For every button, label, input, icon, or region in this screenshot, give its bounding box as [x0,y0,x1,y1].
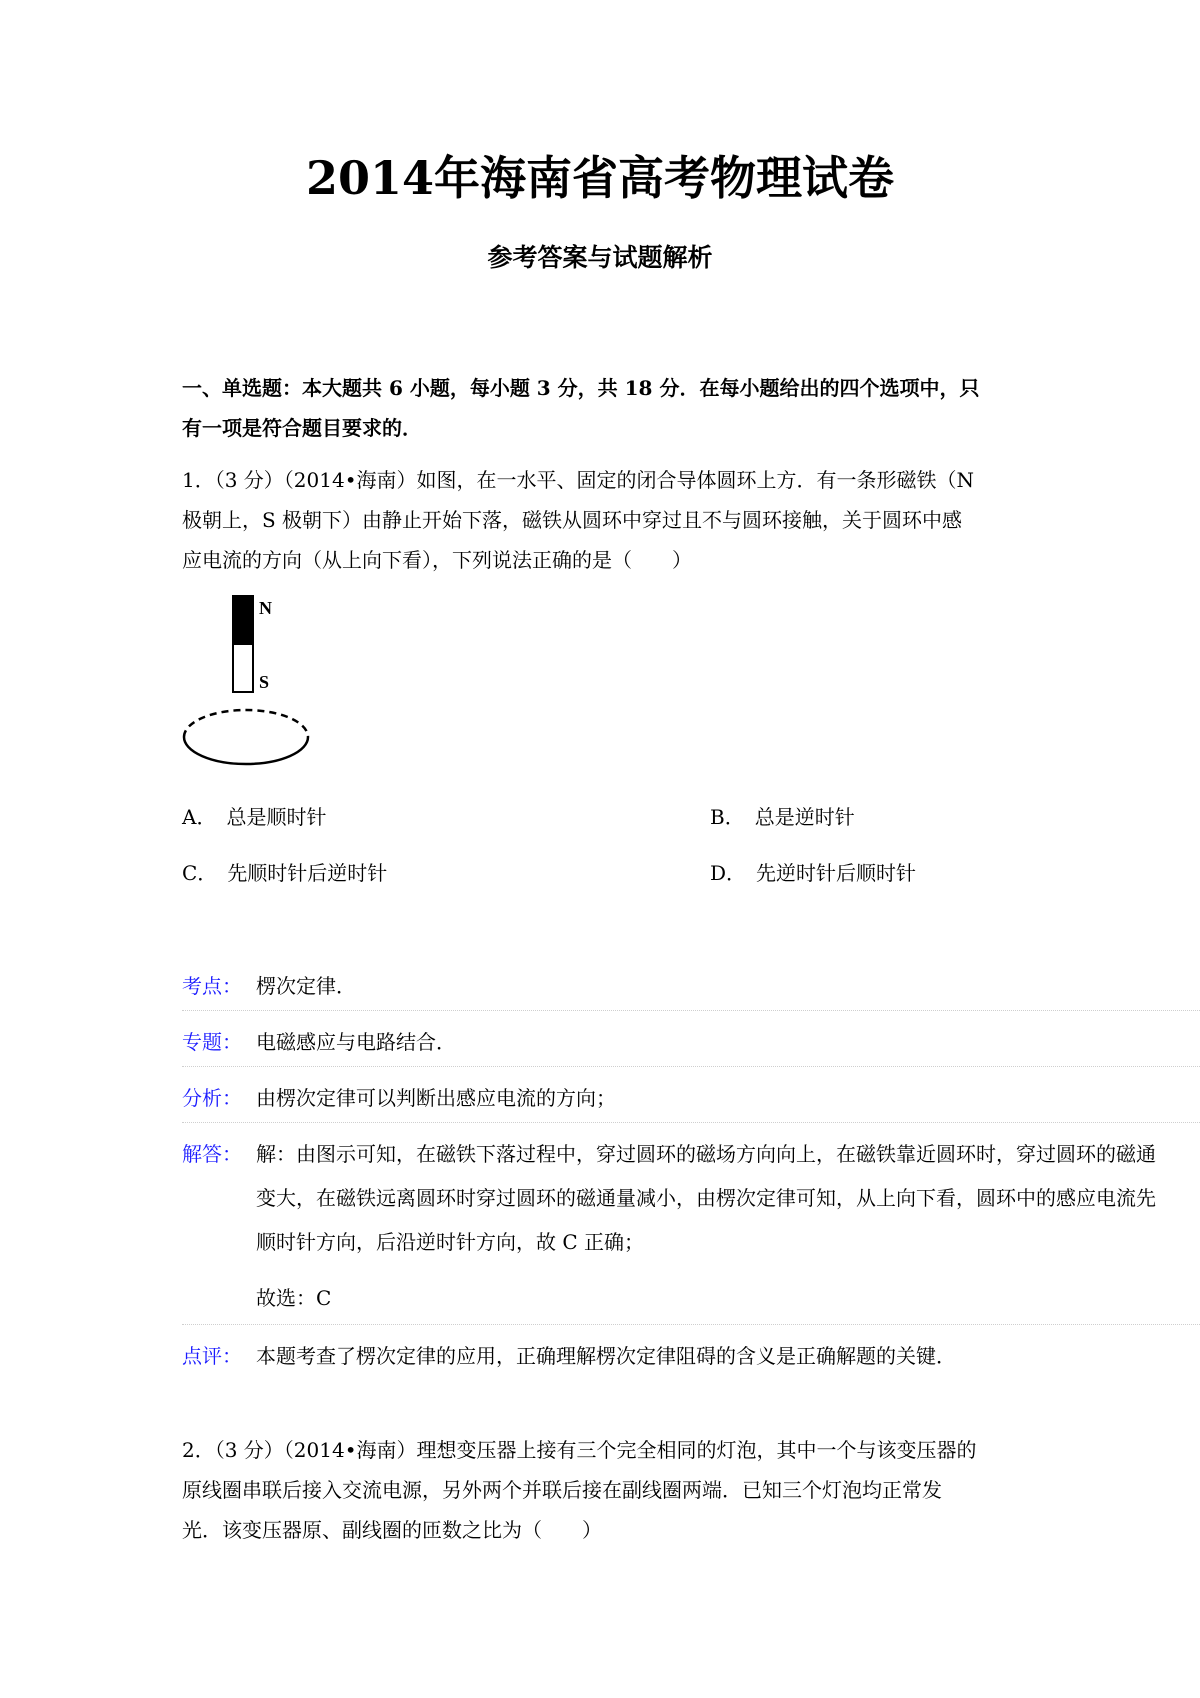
option-a [182,802,326,832]
question-1-line: 1．（3 分）（2014•海南）如图，在一水平、固定的闭合导体圆环上方．有一条形磁铁（N [182,468,975,492]
divider [182,1066,1200,1067]
ring-back-half [184,710,308,737]
south-label: S [259,672,270,692]
fenxi-value: 由楞次定律可以判断出感应电流的方向； [256,1086,616,1110]
option-text: 总是顺时针 [226,805,327,829]
option-text: 先顺时针后逆时针 [227,861,388,885]
question-2-line: 原线圈串联后接入交流电源，另外两个并联后接在副线圈两端．已知三个灯泡均正常发 [182,1478,942,1502]
magnet-south-pole [233,644,253,692]
option-text: 先逆时针后顺时针 [756,861,917,885]
document-title: 2014年海南省高考物理试卷 [305,151,895,205]
option-b [710,802,855,832]
question-2-line: 光．该变压器原、副线圈的匝数之比为（ ） [182,1518,602,1542]
question-1-line: 极朝上，S 极朝下）由静止开始下落，磁铁从圆环中穿过且不与圆环接触，关于圆环中感 [182,508,963,532]
option-label: C． [182,861,218,885]
divider [182,1122,1200,1123]
zhuanti-key: 专题： [182,1030,242,1054]
option-label: A． [182,805,217,829]
dianping-value: 本题考查了楞次定律的应用，正确理解楞次定律阻碍的含义是正确解题的关键． [256,1344,956,1368]
north-label: N [259,598,272,618]
section-heading-line: 一、单选题：本大题共 6 小题，每小题 3 分，共 18 分．在每小题给出的四个选项中，只 [182,376,980,400]
fenxi-key: 分析： [182,1086,242,1110]
divider [182,1010,1200,1011]
question-1-stem [182,460,1012,580]
option-d [710,858,916,888]
divider [182,1324,1200,1325]
option-label: B． [710,805,745,829]
section-heading [182,368,1012,448]
option-c [182,858,387,888]
dianping-key: 点评： [182,1344,242,1368]
magnet-north-pole [233,596,253,644]
jieda-key: 解答： [182,1142,242,1166]
zhuanti-value: 电磁感应与电路结合． [256,1030,456,1054]
question-2-stem [182,1430,1012,1550]
jieda-line: 解：由图示可知，在磁铁下落过程中，穿过圆环的磁场方向向上，在磁铁靠近圆环时，穿过圆环的磁通 [256,1142,1156,1166]
document-subtitle: 参考答案与试题解析 [487,243,713,272]
answer-line: 故选：C [256,1286,332,1310]
jieda-line: 变大，在磁铁远离圆环时穿过圆环的磁通量减小，由楞次定律可知，从上向下看，圆环中的感应电流先 [256,1186,1156,1210]
magnet-ring-figure [180,590,330,780]
section-heading-line: 有一项是符合题目要求的． [182,416,422,440]
ring-front-half [184,737,308,764]
option-text: 总是逆时针 [754,805,855,829]
option-label: D． [710,861,747,885]
kaodian-key: 考点： [182,974,242,998]
kaodian-value: 楞次定律． [256,974,356,998]
jieda-line: 顺时针方向，后沿逆时针方向，故 C 正确； [256,1230,645,1254]
question-2-line: 2．（3 分）（2014•海南）理想变压器上接有三个完全相同的灯泡，其中一个与该变压器的 [182,1438,977,1462]
question-1-line: 应电流的方向（从上向下看），下列说法正确的是（ ） [182,548,692,572]
